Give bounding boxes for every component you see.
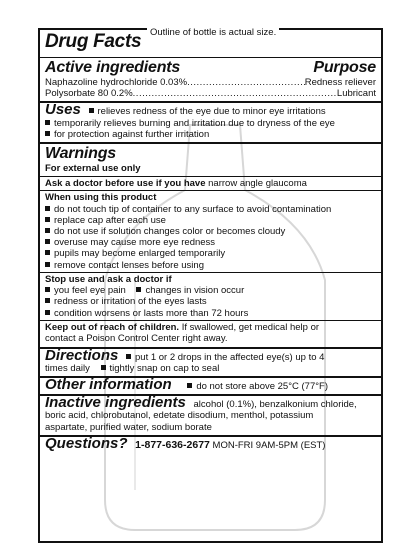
bullet-icon [101,365,106,370]
ingredient-name: Naphazoline hydrochloride 0.03% [45,77,188,88]
inactive-ingredients-text: boric acid, chlorobutanol, edetate disodium, menthol, potassium [45,410,314,422]
directions-text: times daily [45,362,90,374]
when-using-heading: When using this product [45,192,157,204]
children-warning-text: contact a Poison Control Center right away. [45,333,228,345]
other-information-heading: Other information [45,375,172,393]
when-using-item: remove contact lenses before using [54,259,204,271]
leader-dots [187,77,305,88]
when-using-item: pupils may become enlarged temporarily [54,248,226,260]
when-using-item: overuse may cause more eye redness [54,237,216,249]
drug-facts-panel [38,28,383,543]
ask-doctor-line [40,176,381,190]
bullet-icon [45,120,50,125]
stop-use-block [40,272,381,319]
bullet-icon [45,310,50,315]
drug-facts-title: Drug Facts [45,31,142,52]
uses-heading: Uses [45,101,81,119]
bullet-icon [45,217,50,222]
outline-note: Outline of bottle is actual size. [147,27,279,38]
keep-out-of-reach-block [40,320,381,345]
directions-heading: Directions [45,346,119,364]
purpose-heading: Purpose [313,59,376,76]
drug-facts-header [40,27,381,58]
ingredient-purpose: Redness reliever [304,77,376,88]
children-warning-label: Keep out of reach of children. [45,321,180,333]
bullet-icon [45,206,50,211]
ask-doctor-label: Ask a doctor before use if you have [45,177,206,189]
directions-section [40,346,381,378]
warnings-heading: Warnings [45,145,117,163]
bullet-icon [45,228,50,233]
questions-hours: MON-FRI 9AM-5PM (EST) [212,439,326,451]
bullet-icon [187,383,192,388]
stop-use-item: redness or irritation of the eyes lasts [54,296,207,308]
bullet-icon [45,131,50,136]
inactive-ingredients-text: alcohol (0.1%), benzalkonium chloride, [193,399,357,411]
bullet-icon [45,239,50,244]
warnings-section [40,144,381,349]
bullet-icon [89,108,94,113]
inactive-ingredients-text: aspartate, purified water, sodium borate [45,421,212,433]
ingredient-name: Polysorbate 80 0.2% [45,88,133,100]
inactive-ingredients-heading: Inactive ingredients [45,394,186,412]
ingredient-purpose: Lubricant [336,88,376,100]
other-information-text: do not store above 25°C (77°F) [196,380,329,392]
uses-section [40,103,381,144]
active-ingredients-section [40,58,381,103]
uses-item: temporarily relieves burning and irritation due to dryness of the eye [54,117,335,129]
uses-item: for protection against further irritation [54,128,210,140]
children-warning-text: If swallowed, get medical help or [181,321,320,333]
leader-dots [133,88,337,99]
stop-use-item: changes in vision occur [145,285,245,297]
when-using-block [40,190,381,271]
active-row [45,88,376,99]
active-row [45,77,376,88]
bullet-icon [126,354,131,359]
questions-phone: 1-877-636-2677 [135,438,210,451]
directions-text: tightly snap on cap to seal [109,362,220,374]
uses-item: relieves redness of the eye due to minor eye irritations [97,106,326,118]
when-using-item: do not touch tip of container to any surface to avoid contamination [54,203,332,215]
bullet-icon [45,262,50,267]
questions-heading: Questions? [45,434,128,452]
questions-section [40,434,381,454]
bullet-icon [45,298,50,303]
stop-use-heading: Stop use and ask a doctor if [45,273,172,285]
bullet-icon [45,250,50,255]
stop-use-item: you feel eye pain [54,285,126,297]
when-using-item: replace cap after each use [54,214,166,226]
ask-doctor-text: narrow angle glaucoma [208,177,307,189]
external-use-note: For external use only [45,163,141,175]
directions-text: put 1 or 2 drops in the affected eye(s) up to 4 [135,351,325,363]
when-using-item: do not use if solution changes color or becomes cloudy [54,225,286,237]
bullet-icon [45,287,50,292]
inactive-ingredients-section [40,396,381,437]
bullet-icon [136,287,141,292]
active-ingredients-heading: Active ingredients [45,59,181,76]
stop-use-item: condition worsens or lasts more than 72 hours [54,307,249,319]
